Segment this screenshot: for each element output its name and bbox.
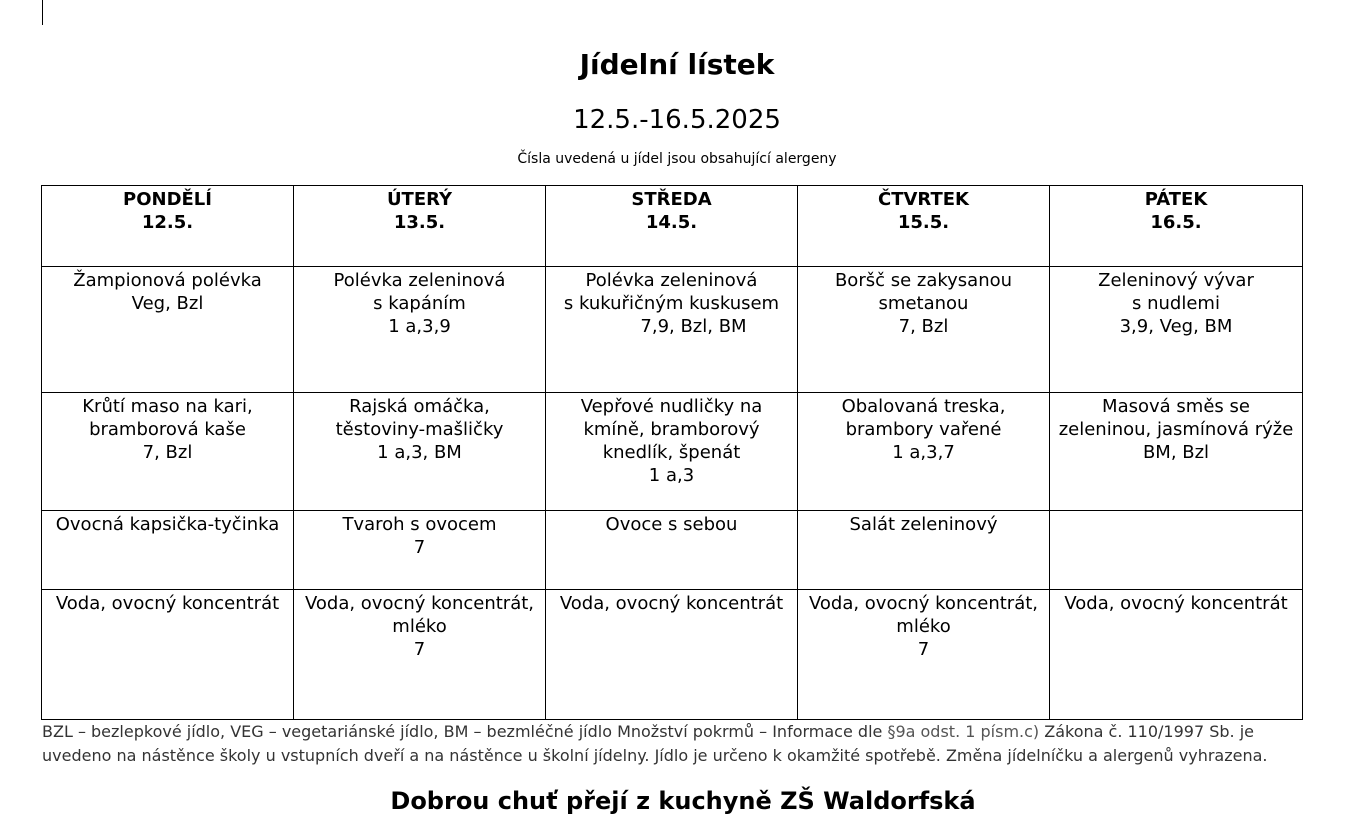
menu-line: Salát zeleninový <box>849 514 998 535</box>
page-title: Jídelní lístek <box>579 48 775 81</box>
day-name: STŘEDA <box>631 189 712 210</box>
day-date: 13.5. <box>393 212 446 233</box>
menu-line: mléko <box>896 616 951 637</box>
menu-line: 1 a,3, BM <box>377 442 462 463</box>
day-date: 16.5. <box>1150 212 1202 233</box>
menu-line: Rajská omáčka, <box>349 396 490 417</box>
menu-line: Voda, ovocný koncentrát, <box>808 593 1039 614</box>
menu-line: s kapáním <box>373 293 466 314</box>
menu-line: BM, Bzl <box>1142 442 1210 463</box>
menu-line: Ovocná kapsička-tyčinka <box>55 514 280 535</box>
menu-line: Boršč se zakysanou <box>834 270 1013 291</box>
menu-line: 7, Bzl <box>142 442 193 463</box>
menu-line: brambory vařené <box>845 419 1002 440</box>
menu-line: Tvaroh s ovocem <box>342 514 497 535</box>
drink-cell <box>546 590 798 720</box>
day-date: 12.5. <box>141 212 194 233</box>
menu-line: Krůtí maso na kari, <box>82 396 253 417</box>
main-course-cell <box>42 393 294 511</box>
text-cursor <box>42 0 43 25</box>
soup-cell <box>1050 267 1303 393</box>
menu-line: mléko <box>392 616 447 637</box>
menu-line: kmíně, bramborový <box>583 419 760 440</box>
menu-line: těstoviny-mašličky <box>335 419 504 440</box>
footnote-rest: Zákona č. 110/1997 Sb. je uvedeno na nástěnce školy u vstupních dveří a na nástěnce u školní jídelny. Jídlo je určeno k okamžité spotřebě. Změna jídelníčku a alergenů vyhrazena. <box>42 722 1268 765</box>
snack-row <box>42 511 1303 590</box>
menu-line: Žampionová polévka <box>73 270 262 291</box>
menu-line: Voda, ovocný koncentrát <box>55 593 280 614</box>
day-name: PÁTEK <box>1144 189 1208 210</box>
menu-line: Voda, ovocný koncentrát, <box>304 593 535 614</box>
drink-cell <box>294 590 546 720</box>
drink-cell <box>798 590 1050 720</box>
soup-cell <box>294 267 546 393</box>
menu-line: 7, Bzl <box>898 316 949 337</box>
drink-cell <box>42 590 294 720</box>
soup-cell <box>42 267 294 393</box>
menu-line: s kukuřičným kuskusem <box>563 293 780 314</box>
main-course-cell <box>546 393 798 511</box>
menu-line: 7 <box>917 639 930 660</box>
menu-line: 7,9, Bzl, BM <box>640 316 747 337</box>
menu-line: 1 a,3,9 <box>388 316 451 337</box>
main-course-cell <box>294 393 546 511</box>
drink-row <box>42 590 1303 720</box>
menu-line: Obalovaná treska, <box>841 396 1006 417</box>
day-name: PONDĚLÍ <box>123 189 212 210</box>
menu-line: Vepřové nudličky na <box>580 396 763 417</box>
day-header-cell <box>294 186 546 267</box>
soup-cell <box>798 267 1050 393</box>
menu-line: Voda, ovocný koncentrát <box>1064 593 1288 614</box>
main-course-cell <box>1050 393 1303 511</box>
law-reference: §9a odst. 1 písm.c) <box>887 722 1040 741</box>
main-course-cell <box>798 393 1050 511</box>
menu-line: knedlík, špenát <box>602 442 741 463</box>
menu-line: bramborová kaše <box>89 419 246 440</box>
menu-line: Veg, Bzl <box>131 293 204 314</box>
snack-cell <box>42 511 294 590</box>
day-header-row <box>42 186 1303 267</box>
footnote-legend: BZL – bezlepkové jídlo, VEG – vegetariánské jídlo, BM – bezmléčné jídlo Množství pokrmů – Informace dle <box>42 722 888 741</box>
menu-line: 1 a,3,7 <box>892 442 955 463</box>
menu-line: s nudlemi <box>1132 293 1220 314</box>
menu-line: Zeleninový vývar <box>1098 270 1254 291</box>
menu-line: Ovoce s sebou <box>605 514 738 535</box>
week-dates: 12.5.-16.5.2025 <box>573 105 781 135</box>
menu-line: 7 <box>413 639 426 660</box>
main-course-row <box>42 393 1303 511</box>
menu-line: 1 a,3 <box>648 465 695 486</box>
menu-line: smetanou <box>878 293 969 314</box>
menu-line: 3,9, Veg, BM <box>1119 316 1233 337</box>
soup-cell <box>546 267 798 393</box>
day-header-cell <box>798 186 1050 267</box>
menu-table <box>41 185 1303 720</box>
menu-line: Polévka zeleninová <box>585 270 758 291</box>
day-header-cell <box>42 186 294 267</box>
day-date: 15.5. <box>897 212 950 233</box>
day-date: 14.5. <box>645 212 698 233</box>
footnote <box>42 720 1307 768</box>
menu-line: Polévka zeleninová <box>333 270 506 291</box>
day-header-cell <box>546 186 798 267</box>
menu-line: 7 <box>413 537 426 558</box>
snack-cell <box>546 511 798 590</box>
snack-cell <box>294 511 546 590</box>
drink-cell <box>1050 590 1303 720</box>
day-header-cell <box>1050 186 1303 267</box>
menu-line: zeleninou, jasmínová rýže <box>1058 419 1294 440</box>
menu-line: Voda, ovocný koncentrát <box>559 593 784 614</box>
soup-row <box>42 267 1303 393</box>
menu-line: Masová směs se <box>1102 396 1250 417</box>
closing-greeting: Dobrou chuť přejí z kuchyně ZŠ Waldorfská <box>390 787 976 815</box>
snack-cell-empty <box>1050 511 1303 590</box>
day-name: ÚTERÝ <box>386 189 453 210</box>
day-name: ČTVRTEK <box>878 189 969 210</box>
snack-cell <box>798 511 1050 590</box>
allergen-note: Čísla uvedená u jídel jsou obsahující alergeny <box>517 151 837 167</box>
